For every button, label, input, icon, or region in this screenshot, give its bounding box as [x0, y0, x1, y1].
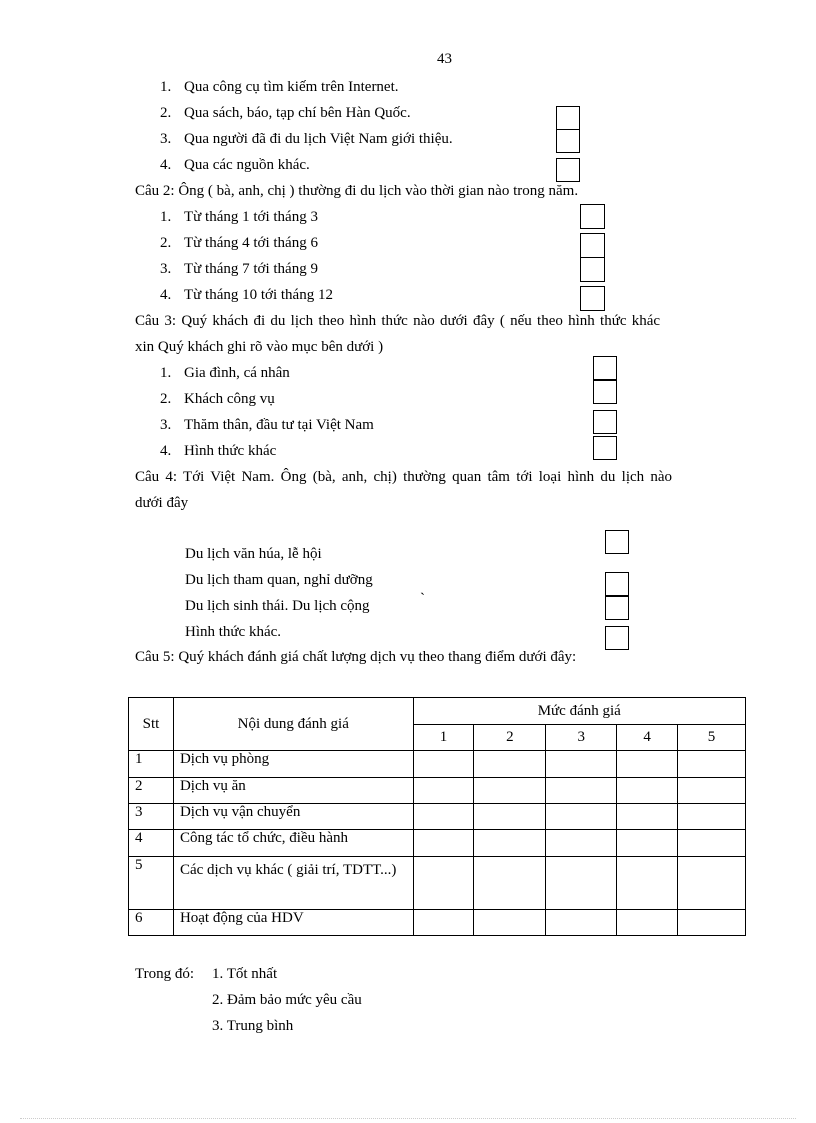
rating-cell[interactable]	[678, 751, 746, 778]
q1-checkbox-2[interactable]	[556, 106, 580, 130]
table-row	[129, 751, 746, 778]
rating-cell[interactable]	[678, 804, 746, 830]
q2-checkbox-1[interactable]	[580, 204, 605, 229]
q1-option-4: 4. Qua các nguồn khác.	[160, 157, 310, 173]
table-row	[129, 830, 746, 857]
q3-option-3: 3. Thăm thân, đầu tư tại Việt Nam	[160, 417, 374, 433]
scale-5: 5	[678, 725, 746, 751]
legend-item-2: 2. Đảm bảo mức yêu cầu	[212, 992, 362, 1008]
rating-cell[interactable]	[678, 857, 746, 910]
rating-cell[interactable]	[617, 778, 678, 804]
rating-cell[interactable]	[546, 910, 617, 936]
q5-question: Câu 5: Quý khách đánh giá chất lượng dịch vụ theo thang điểm dưới đây:	[135, 649, 577, 665]
q4-question-line2: dưới đây	[135, 495, 189, 511]
scale-2: 2	[474, 725, 546, 751]
page-bottom-divider	[20, 1118, 796, 1119]
q2-option-2: 2. Từ tháng 4 tới tháng 6	[160, 235, 318, 251]
row-content: Công tác tổ chức, điều hành	[173, 830, 413, 857]
table-row	[129, 778, 746, 804]
header-rating: Mức đánh giá	[413, 698, 745, 725]
scale-1: 1	[413, 725, 474, 751]
q3-checkbox-4[interactable]	[593, 436, 617, 460]
rating-cell[interactable]	[413, 751, 474, 778]
rating-cell[interactable]	[678, 778, 746, 804]
rating-cell[interactable]	[678, 910, 746, 936]
row-stt: 6	[129, 910, 174, 936]
rating-cell[interactable]	[474, 857, 546, 910]
rating-cell[interactable]	[546, 830, 617, 857]
q4-option-4: Hình thức khác.	[185, 624, 282, 640]
rating-cell[interactable]	[617, 751, 678, 778]
rating-table	[128, 697, 746, 936]
header-stt: Stt	[129, 698, 174, 751]
rating-cell[interactable]	[474, 751, 546, 778]
row-content: Hoạt động của HDV	[173, 910, 413, 936]
row-content: Dịch vụ vận chuyển	[173, 804, 413, 830]
table-header-row	[129, 698, 746, 725]
scale-3: 3	[546, 725, 617, 751]
q3-question-line2: xin Quý khách ghi rõ vào mục bên dưới )	[135, 339, 384, 355]
rating-cell[interactable]	[617, 857, 678, 910]
q2-option-3: 3. Từ tháng 7 tới tháng 9	[160, 261, 318, 277]
q1-checkbox-4[interactable]	[556, 158, 580, 182]
q3-question-line1: Câu 3: Quý khách đi du lịch theo hình thức nào dưới đây ( nếu theo hình thức khác	[135, 313, 661, 329]
q4-checkbox-3[interactable]	[605, 596, 629, 620]
page-number: 43	[437, 51, 452, 67]
rating-cell[interactable]	[413, 804, 474, 830]
q4-checkbox-1[interactable]	[605, 530, 629, 554]
row-content: Dịch vụ ăn	[173, 778, 413, 804]
stray-mark: `	[420, 591, 425, 607]
q3-checkbox-1[interactable]	[593, 356, 617, 380]
legend-label: Trong đó:	[135, 966, 195, 982]
q3-option-2: 2. Khách công vụ	[160, 391, 275, 407]
header-content: Nội dung đánh giá	[173, 698, 413, 751]
q2-option-4: 4. Từ tháng 10 tới tháng 12	[160, 287, 333, 303]
rating-cell[interactable]	[546, 804, 617, 830]
q2-checkbox-3[interactable]	[580, 257, 605, 282]
q2-question: Câu 2: Ông ( bà, anh, chị ) thường đi du lịch vào thời gian nào trong năm.	[135, 183, 579, 199]
rating-cell[interactable]	[413, 857, 474, 910]
row-stt: 2	[129, 778, 174, 804]
legend-item-3: 3. Trung bình	[212, 1018, 294, 1034]
rating-cell[interactable]	[474, 778, 546, 804]
rating-cell[interactable]	[617, 830, 678, 857]
rating-cell[interactable]	[546, 857, 617, 910]
rating-cell[interactable]	[413, 910, 474, 936]
q4-question-line1: Câu 4: Tới Việt Nam. Ông (bà, anh, chị) thường quan tâm tới loại hình du lịch nào	[135, 469, 673, 485]
rating-cell[interactable]	[413, 830, 474, 857]
rating-cell[interactable]	[546, 778, 617, 804]
rating-cell[interactable]	[474, 910, 546, 936]
rating-cell[interactable]	[474, 830, 546, 857]
q1-option-2: 2. Qua sách, báo, tạp chí bên Hàn Quốc.	[160, 105, 411, 121]
rating-cell[interactable]	[474, 804, 546, 830]
row-stt: 5	[129, 857, 174, 910]
row-stt: 1	[129, 751, 174, 778]
scale-4: 4	[617, 725, 678, 751]
row-stt: 4	[129, 830, 174, 857]
q4-checkbox-2[interactable]	[605, 572, 629, 596]
q4-option-2: Du lịch tham quan, nghỉ dưỡng	[185, 572, 373, 588]
rating-cell[interactable]	[678, 830, 746, 857]
q3-option-4: 4. Hình thức khác	[160, 443, 277, 459]
q4-option-1: Du lịch văn húa, lễ hội	[185, 546, 322, 562]
table-row	[129, 857, 746, 910]
q1-option-1: 1. Qua công cụ tìm kiếm trên Internet.	[160, 79, 399, 95]
row-content: Các dịch vụ khác ( giải trí, TDTT...)	[173, 857, 413, 910]
table-row	[129, 910, 746, 936]
q1-option-3: 3. Qua người đã đi du lịch Việt Nam giới thiệu.	[160, 131, 453, 147]
legend-item-1: 1. Tốt nhất	[212, 966, 278, 982]
q2-option-1: 1. Từ tháng 1 tới tháng 3	[160, 209, 318, 225]
row-stt: 3	[129, 804, 174, 830]
rating-cell[interactable]	[413, 778, 474, 804]
rating-cell[interactable]	[617, 804, 678, 830]
q2-checkbox-4[interactable]	[580, 286, 605, 311]
q3-option-1: 1. Gia đình, cá nhân	[160, 365, 290, 381]
row-content: Dịch vụ phòng	[173, 751, 413, 778]
q3-checkbox-3[interactable]	[593, 410, 617, 434]
q1-checkbox-3[interactable]	[556, 129, 580, 153]
q4-option-3: Du lịch sinh thái. Du lịch cộng	[185, 598, 370, 614]
rating-cell[interactable]	[546, 751, 617, 778]
q3-checkbox-2[interactable]	[593, 380, 617, 404]
table-row	[129, 804, 746, 830]
q4-checkbox-4[interactable]	[605, 626, 629, 650]
rating-cell[interactable]	[617, 910, 678, 936]
q2-checkbox-2[interactable]	[580, 233, 605, 258]
